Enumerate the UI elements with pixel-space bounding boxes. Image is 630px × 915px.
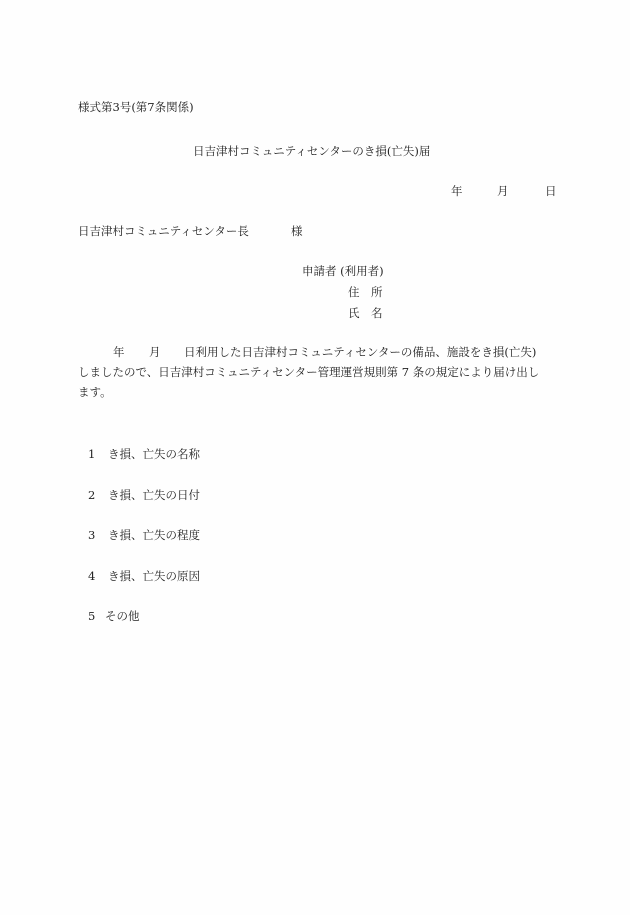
body-line3: ます。: [78, 385, 112, 399]
list-item: [88, 487, 200, 503]
applicant-label: 申請者 (利用者): [302, 264, 384, 278]
document-title: 日吉津村コミュニティセンターのき損(亡失)届: [193, 144, 431, 158]
form-number: 様式第3号(第7条関係): [78, 100, 194, 114]
name-label: 氏 名: [348, 306, 383, 320]
list-item: [88, 608, 140, 624]
address-label: 住 所: [348, 285, 383, 299]
item-label: その他: [105, 609, 140, 623]
body-line2: しましたので、日吉津村コミュニティセンター管理運営規則第 7 条の規定により届け出し: [78, 365, 540, 379]
body-line1: 日利用した日吉津村コミュニティセンターの備品、施設をき損(亡失): [184, 345, 537, 359]
item-label: き損、亡失の日付: [108, 488, 200, 502]
item-label: き損、亡失の名称: [108, 447, 200, 461]
body-year: 年: [113, 345, 125, 359]
list-item: [88, 527, 200, 543]
item-label: き損、亡失の原因: [108, 569, 200, 583]
date-year: 年: [451, 184, 463, 198]
item-number: 2: [88, 488, 96, 502]
item-number: 3: [88, 528, 96, 542]
body-month: 月: [149, 345, 161, 359]
date-day: 日: [545, 184, 557, 198]
item-number: 5: [88, 609, 96, 623]
list-item: [88, 446, 200, 462]
item-number: 1: [88, 447, 96, 461]
addressee: 日吉津村コミュニティセンター長: [78, 224, 249, 238]
addressee-honorific: 様: [291, 224, 303, 238]
list-item: [88, 568, 200, 584]
item-number: 4: [88, 569, 96, 583]
item-label: き損、亡失の程度: [108, 528, 200, 542]
date-month: 月: [497, 184, 509, 198]
